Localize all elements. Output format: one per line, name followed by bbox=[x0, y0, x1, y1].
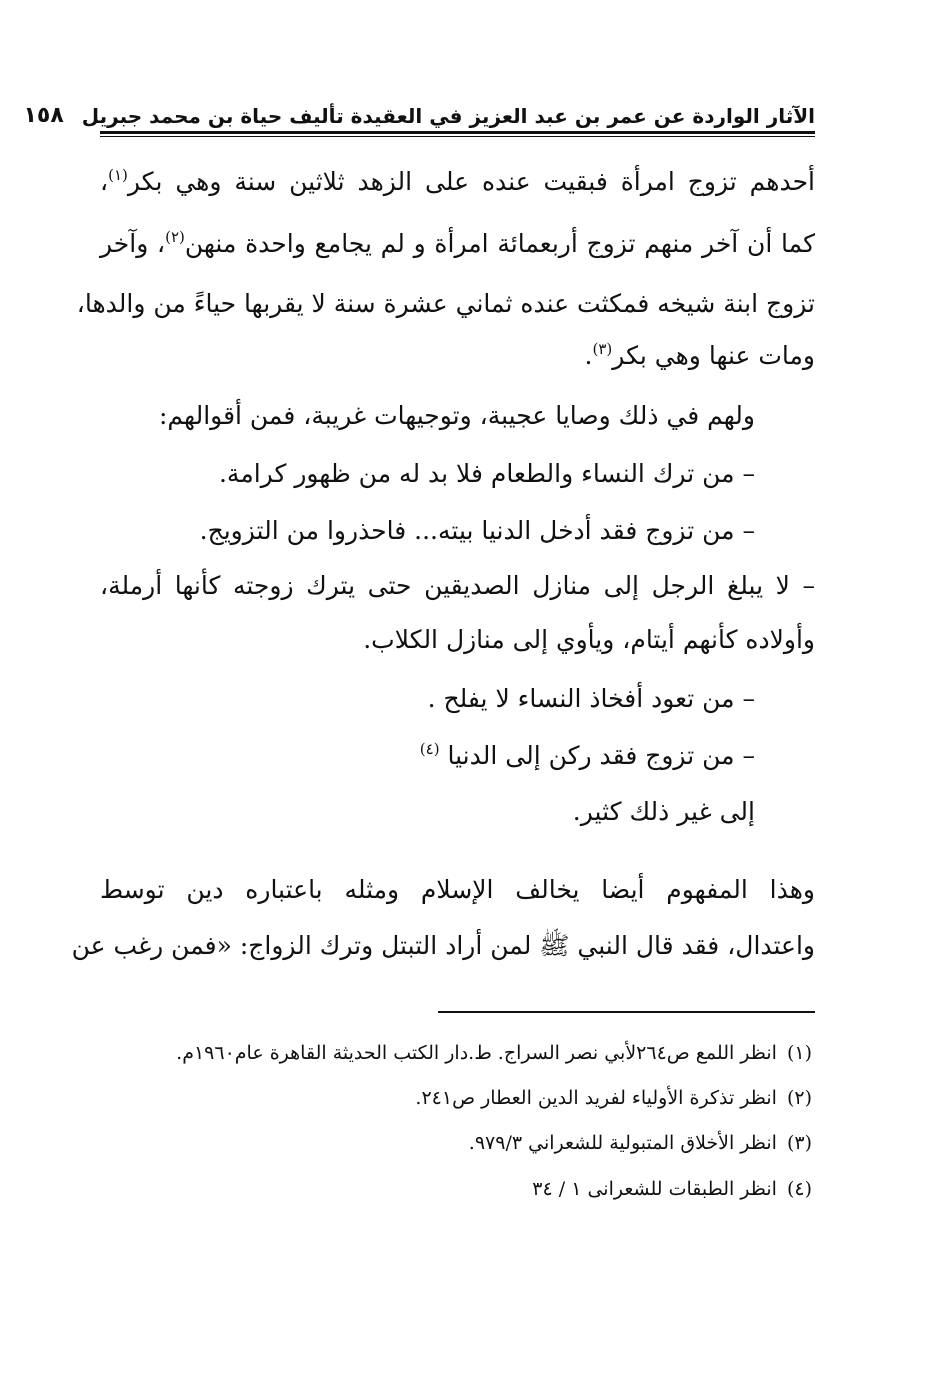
text-line: ومات عنها وهي بكر$^{(٣)}$. bbox=[584, 340, 815, 370]
text-line: إلى غير ذلك كثير. bbox=[572, 797, 755, 826]
text-line: وهذا المفهوم أيضا يخالف الإسلام ومثله باعتباره دين توسط bbox=[100, 875, 815, 904]
header-rule-thin bbox=[100, 136, 815, 137]
footnote-separator bbox=[438, 1011, 815, 1013]
footnote-ref: (١) bbox=[108, 166, 128, 184]
text-line: واعتدال، فقد قال النبي ﷺ لمن أراد التبتل وترك الزواج: «فمن رغب عن bbox=[71, 931, 815, 960]
footnote-ref: (٢) bbox=[165, 228, 185, 246]
page-number: ١٥٨ bbox=[23, 103, 64, 128]
footnote-ref: (٣) bbox=[592, 340, 613, 358]
quote-item: – من تعود أفخاذ النساء لا يفلح . bbox=[427, 684, 755, 713]
header-rule bbox=[100, 131, 815, 134]
footnote: (٣)انظر الأخلاق المتبولية للشعراني ٩٧٩/٣. bbox=[468, 1132, 812, 1154]
header-title: الآثار الواردة عن عمر بن عبد العزيز في العقيدة تأليف حياة بن محمد جبريل bbox=[81, 104, 815, 128]
quote-item: – من تزوج فقد أدخل الدنيا بيته... فاحذروا من التزويج. bbox=[199, 516, 755, 545]
text-line: أحدهم تزوج امرأة فبقيت عنده على الزهد ثلاثين سنة وهي بكر$^{(١)}$، bbox=[100, 166, 815, 196]
quote-item-cont: وأولاده كأنهم أيتام، ويأوي إلى منازل الكلاب. bbox=[363, 625, 815, 654]
footnote: (٢)انظر تذكرة الأولياء لفريد الدين العطار ص٢٤١. bbox=[415, 1087, 812, 1109]
text-line: كما أن آخر منهم تزوج أربعمائة امرأة و لم يجامع واحدة منهن$^{(٢)}$، وآخر bbox=[100, 228, 815, 258]
quote-item: – من تزوج فقد ركن إلى الدنيا $^{(٤)}$ bbox=[419, 740, 755, 770]
footnote: (٤)انظر الطبقات للشعرانى ١ / ٣٤ bbox=[532, 1178, 812, 1200]
quote-item: – لا يبلغ الرجل إلى منازل الصديقين حتى يترك زوجته كأنها أرملة، bbox=[100, 571, 815, 600]
text-line: تزوج ابنة شيخه فمكثت عنده ثماني عشرة سنة لا يقربها حياءً من والدها، bbox=[76, 289, 815, 318]
footnote: (١)انظر اللمع ص٢٦٤لأبي نصر السراج. ط.دار الكتب الحديثة القاهرة عام١٩٦٠م. bbox=[176, 1042, 812, 1064]
footnote-ref: (٤) bbox=[419, 740, 440, 758]
quote-item: – من ترك النساء والطعام فلا بد له من ظهور كرامة. bbox=[218, 459, 755, 488]
paragraph-intro: ولهم في ذلك وصايا عجيبة، وتوجيهات غريبة، فمن أقوالهم: bbox=[159, 401, 755, 430]
running-header bbox=[23, 92, 815, 128]
